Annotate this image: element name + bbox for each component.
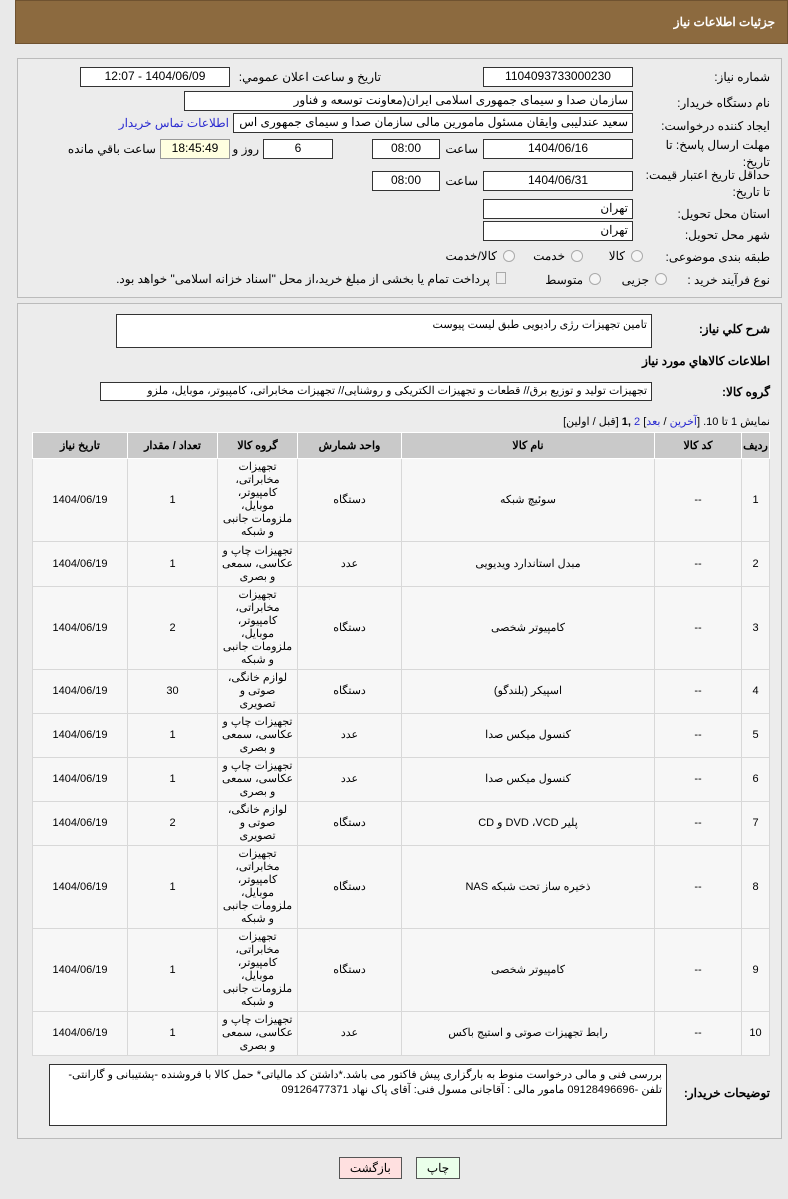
buyer-label: نام دستگاه خریدار:	[677, 96, 770, 110]
item-group-cell: تجهیزات مخابراتی، کامپیوتر، موبایل، ملزومات جانبی و شبکه	[218, 929, 298, 1012]
action-buttons	[17, 1139, 782, 1199]
group-row	[34, 382, 770, 401]
item-group-cell: تجهیزات مخابراتی، کامپیوتر، موبایل، ملزومات جانبی و شبکه	[218, 846, 298, 929]
item-name-cell: سوئیچ شبکه	[402, 459, 655, 542]
item-name-cell: کامپیوتر شخصی	[402, 587, 655, 670]
quantity-cell: 1	[128, 714, 218, 758]
item-code-cell: --	[655, 1012, 742, 1056]
item-name-cell: ذخیره ساز تحت شبکه NAS	[402, 846, 655, 929]
column-header: ردیف	[742, 433, 770, 459]
row-number-cell: 6	[742, 758, 770, 802]
validity-label: حداقل تاريخ اعتبار قیمت: تا تاریخ:	[645, 168, 770, 199]
pager-page-2[interactable]: 2	[634, 416, 641, 428]
need-date-cell: 1404/06/19	[33, 587, 128, 670]
payment-checkbox[interactable]	[496, 272, 506, 284]
table-row	[33, 802, 770, 846]
item-name-cell: کنسول میکس صدا	[402, 714, 655, 758]
deadline-time-field: 08:00	[372, 139, 440, 159]
pager-last-link[interactable]: آخرین	[669, 416, 697, 428]
table-row	[33, 459, 770, 542]
item-group-cell: تجهیزات مخابراتی، کامپیوتر، موبایل، ملزومات جانبی و شبکه	[218, 587, 298, 670]
table-row	[33, 929, 770, 1012]
item-name-cell: مبدل استاندارد ویدیویی	[402, 542, 655, 587]
category-both-label: کالا/خدمت	[445, 249, 497, 263]
row-number-cell: 3	[742, 587, 770, 670]
quantity-cell: 30	[128, 670, 218, 714]
item-code-cell: --	[655, 670, 742, 714]
goods-table	[32, 432, 770, 1056]
summary-label: شرح کلي نیاز:	[698, 322, 770, 336]
days-label: روز و	[232, 142, 259, 156]
process-radio-minor[interactable]	[655, 273, 667, 285]
days-field: 6	[263, 139, 333, 159]
buyer-contact-link[interactable]: اطلاعات تماس خریدار	[118, 116, 229, 130]
notes-label: توضیحات خریدار:	[683, 1086, 770, 1100]
validity-time-label: ساعت	[445, 174, 478, 188]
item-group-cell: تجهیزات چاپ و عکاسی، سمعی و بصری	[218, 542, 298, 587]
time-label: ساعت	[445, 142, 478, 156]
item-code-cell: --	[655, 459, 742, 542]
print-button[interactable]: چاپ	[416, 1157, 460, 1179]
quantity-cell: 1	[128, 929, 218, 1012]
city-field: تهران	[483, 221, 633, 241]
item-name-cell: اسپیکر (بلندگو)	[402, 670, 655, 714]
unit-cell: دستگاه	[298, 587, 402, 670]
item-group-cell: تجهیزات چاپ و عکاسی، سمعی و بصری	[218, 714, 298, 758]
column-header: کد کالا	[655, 433, 742, 459]
page-header: جزئیات اطلاعات نیاز	[15, 0, 788, 44]
table-header-row	[33, 433, 770, 459]
item-name-cell: رابط تجهیزات صوتی و استیج باکس	[402, 1012, 655, 1056]
quantity-cell: 1	[128, 542, 218, 587]
buyer-field: سازمان صدا و سیمای جمهوری اسلامی ایران(معاونت توسعه و فناور	[184, 91, 633, 111]
process-radio-medium[interactable]	[589, 273, 601, 285]
announce-field: 1404/06/09 - 12:07	[80, 67, 230, 87]
item-name-cell: کنسول میکس صدا	[402, 758, 655, 802]
need-date-cell: 1404/06/19	[33, 758, 128, 802]
goods-panel	[17, 303, 782, 1139]
column-header: تعداد / مقدار	[128, 433, 218, 459]
row-number-cell: 5	[742, 714, 770, 758]
validity-time-field: 08:00	[372, 171, 440, 191]
item-code-cell: --	[655, 587, 742, 670]
quantity-cell: 2	[128, 587, 218, 670]
notes-row	[34, 1064, 770, 1126]
unit-cell: دستگاه	[298, 802, 402, 846]
summary-textarea[interactable]: تامین تجهیزات رژی رادیویی طبق لیست پیوست	[116, 314, 652, 348]
category-radio-both[interactable]	[503, 250, 515, 262]
process-minor-label: جزیی	[621, 273, 649, 287]
item-code-cell: --	[655, 714, 742, 758]
category-label: طبقه بندی موضوعی:	[665, 250, 770, 264]
need-number-label: شماره نیاز:	[714, 70, 770, 84]
item-name-cell: پلیر DVD ،VCD و CD	[402, 802, 655, 846]
quantity-cell: 1	[128, 1012, 218, 1056]
payment-note: پرداخت تمام یا بخشی از مبلغ خرید،از محل "اسناد خزانه اسلامی" خواهد بود.	[116, 272, 490, 286]
process-medium-label: متوسط	[545, 273, 583, 287]
quantity-cell: 2	[128, 802, 218, 846]
category-service-label: خدمت	[533, 249, 565, 263]
province-field: تهران	[483, 199, 633, 219]
row-number-cell: 1	[742, 459, 770, 542]
unit-cell: دستگاه	[298, 670, 402, 714]
unit-cell: دستگاه	[298, 459, 402, 542]
need-date-cell: 1404/06/19	[33, 802, 128, 846]
row-number-cell: 8	[742, 846, 770, 929]
need-date-cell: 1404/06/19	[33, 670, 128, 714]
unit-cell: عدد	[298, 1012, 402, 1056]
item-group-cell: لوازم خانگی، صوتی و تصویری	[218, 802, 298, 846]
item-code-cell: --	[655, 802, 742, 846]
row-number-cell: 2	[742, 542, 770, 587]
province-label: استان محل تحویل:	[677, 207, 770, 221]
row-number-cell: 10	[742, 1012, 770, 1056]
process-label: نوع فرآیند خرید :	[687, 273, 770, 287]
table-row	[33, 587, 770, 670]
pager-mid: ]	[640, 416, 647, 428]
pagination	[34, 415, 770, 428]
table-row	[33, 542, 770, 587]
pager-prefix: نمایش 1 تا 10. [	[697, 416, 770, 428]
unit-cell: دستگاه	[298, 929, 402, 1012]
unit-cell: عدد	[298, 758, 402, 802]
city-label: شهر محل تحویل:	[684, 228, 770, 242]
quantity-cell: 1	[128, 459, 218, 542]
need-date-cell: 1404/06/19	[33, 929, 128, 1012]
column-header: گروه کالا	[218, 433, 298, 459]
pager-rest: [قبل / اولین]	[563, 416, 619, 428]
lower-section	[17, 303, 782, 1199]
item-code-cell: --	[655, 929, 742, 1012]
item-name-cell: کامپیوتر شخصی	[402, 929, 655, 1012]
item-code-cell: --	[655, 542, 742, 587]
table-row	[33, 714, 770, 758]
group-field: تجهیزات تولید و توزیع برق// قطعات و تجهیزات الکتریکی و روشنایی// تجهیزات مخابراتی، کامپیوتر، موبایل، ملزو	[100, 382, 652, 401]
need-date-cell: 1404/06/19	[33, 542, 128, 587]
need-number-field: 1104093733000230	[483, 67, 633, 87]
deadline-label: مهلت ارسال پاسخ: تا تاریخ:	[665, 138, 770, 169]
unit-cell: دستگاه	[298, 846, 402, 929]
table-row	[33, 1012, 770, 1056]
remaining-label: ساعت باقي مانده	[67, 142, 156, 156]
back-button[interactable]: بازگشت	[339, 1157, 402, 1179]
table-row	[33, 846, 770, 929]
unit-cell: عدد	[298, 714, 402, 758]
item-group-cell: تجهیزات چاپ و عکاسی، سمعی و بصری	[218, 758, 298, 802]
row-number-cell: 7	[742, 802, 770, 846]
need-date-cell: 1404/06/19	[33, 714, 128, 758]
row-number-cell: 4	[742, 670, 770, 714]
summary-row	[34, 314, 770, 348]
category-radio-service[interactable]	[571, 250, 583, 262]
validity-date-field: 1404/06/31	[483, 171, 633, 191]
item-group-cell: تجهیزات چاپ و عکاسی، سمعی و بصری	[218, 1012, 298, 1056]
notes-textarea[interactable]: بررسی فنی و مالی درخواست منوط به بارگزاری پیش فاکتور می باشد.*داشتن کد مالیاتی* حمل کالا با فروشنده -پشتیبانی و گارانتی- تلفن -09128496696 مامور مالی : آقاجانی مسول فنی: آقای پاک نهاد 09126477371	[49, 1064, 667, 1126]
quantity-cell: 1	[128, 758, 218, 802]
announce-label: تاریخ و ساعت اعلان عمومي:	[238, 70, 381, 84]
pager-next-link[interactable]: بعد	[646, 416, 661, 428]
item-group-cell: لوازم خانگی، صوتی و تصویری	[218, 670, 298, 714]
item-group-cell: تجهیزات مخابراتی، کامپیوتر، موبایل، ملزومات جانبی و شبکه	[218, 459, 298, 542]
column-header: نام کالا	[402, 433, 655, 459]
pager-current: ,1	[618, 416, 635, 428]
item-code-cell: --	[655, 846, 742, 929]
creator-field: سعید عندلیبی وایقان مسئول مامورین مالی سازمان صدا و سیمای جمهوری اس	[233, 113, 633, 133]
row-number-cell: 9	[742, 929, 770, 1012]
table-row	[33, 670, 770, 714]
need-date-cell: 1404/06/19	[33, 459, 128, 542]
category-goods-label: کالا	[608, 249, 625, 263]
unit-cell: عدد	[298, 542, 402, 587]
pager-sep: /	[660, 416, 670, 428]
column-header: تاریخ نیاز	[33, 433, 128, 459]
table-row	[33, 758, 770, 802]
need-date-cell: 1404/06/19	[33, 1012, 128, 1056]
deadline-date-field: 1404/06/16	[483, 139, 633, 159]
category-radio-goods[interactable]	[631, 250, 643, 262]
column-header: واحد شمارش	[298, 433, 402, 459]
need-date-cell: 1404/06/19	[33, 846, 128, 929]
group-label: گروه کالا:	[722, 384, 770, 399]
item-code-cell: --	[655, 758, 742, 802]
remaining-time-field: 18:45:49	[160, 139, 230, 159]
creator-label: ایجاد کننده درخواست:	[661, 119, 770, 133]
goods-section-title: اطلاعات کالاهاي مورد نیاز	[642, 354, 770, 368]
quantity-cell: 1	[128, 846, 218, 929]
